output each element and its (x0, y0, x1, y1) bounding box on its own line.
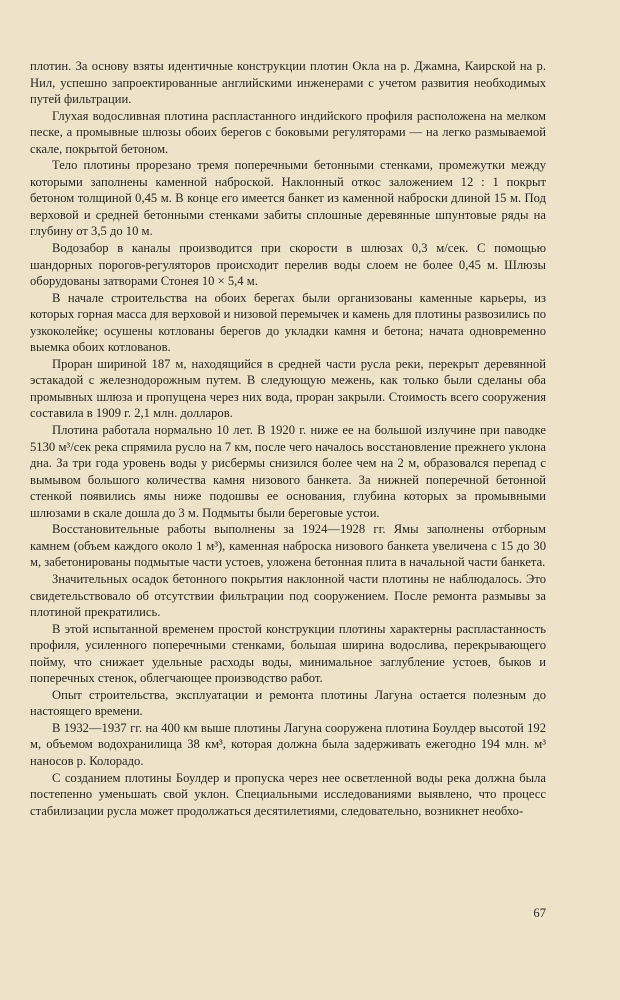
paragraph-10: В этой испытанной временем простой конструкции плотины характерны распластанность профиля, усиленного поперечными стенками, большая ширина водослива, перекрывающего пойму, что снижает удельные расходы воды, минимальное заглубление устоев, быков и поперечных стенок, облегчающее производство работ. (30, 621, 546, 686)
paragraph-3: Тело плотины прорезано тремя поперечными бетонными стенками, промежутки между которыми заполнены каменной наброской. Наклонный откос заложением 12 : 1 покрыт бетоном толщиной 0,45 м. В конце его имеется банкет из каменной наброски длиной 15 м. Под верховой и средней бетонными стенками забиты сплошные деревянные шпунтовые ряды на глубину от 3,5 до 10 м. (30, 158, 546, 239)
paragraph-4: Водозабор в каналы производится при скорости в шлюзах 0,3 м/сек. С помощью шандорных порогов-регуляторов происходит перелив воды слоем не более 0,45 м. Шлюзы оборудованы затворами Стонея 10 × 5,4 м. (30, 241, 546, 289)
page-number: 67 (533, 906, 546, 920)
paragraph-5: В начале строительства на обоих берегах были организованы каменные карьеры, из которых горная масса для верховой и низовой перемычек и камень для плотины развозились по узкоколейке; осушены котлованы берегов до укладки камня и бетона; начата одновременно выемка обоих котлованов. (30, 290, 546, 355)
paragraph-11: Опыт строительства, эксплуатации и ремонта плотины Лагуна остается полезным до настоящего времени. (30, 687, 546, 719)
paragraph-13: С созданием плотины Боулдер и пропуска через нее осветленной воды река должна была постепенно уменьшать свой уклон. Специальными исследованиями выявлено, что процесс стабилизации русла может продолжаться десятилетиями, следовательно, возникнет необхо- (30, 770, 546, 818)
paragraph-7: Плотина работала нормально 10 лет. В 1920 г. ниже ее на большой излучине при паводке 5130 м³/сек река спрямила русло на 7 км, после чего началось восстановление прежнего уклона дна. За три года уровень воды у рисбермы снизился более чем на 2 м, образовался перепад с вымывом большого количества камня низового банкета. За нижней поперечной бетонной стенкой появились ямы ниже подошвы ее основания, глубина которых за промывными шлюзами в скале дошла до 3 м. Подмыты были береговые устои. (30, 423, 546, 520)
paragraph-1: плотин. За основу взяты идентичные конструкции плотин Окла на р. Джамна, Каирской на р. Нил, успешно запроектированные английскими инженерами с учетом развития необходимых путей фильтрации. (30, 59, 546, 107)
paragraph-2: Глухая водосливная плотина распластанного индийского профиля расположена на мелком песке, а промывные шлюзы обоих берегов с боковыми регуляторами — на легко размываемой скале, покрытой бетоном. (30, 108, 546, 156)
paragraph-12: В 1932—1937 гг. на 400 км выше плотины Лагуна сооружена плотина Боулдер высотой 192 м, объемом водохранилища 38 км³, которая должна была задерживать ежегодно 194 млн. м³ наносов р. Колорадо. (30, 720, 546, 768)
paragraph-8: Восстановительные работы выполнены за 1924—1928 гг. Ямы заполнены отборным камнем (объем каждого около 1 м³), каменная наброска низового банкета увеличена с 15 до 30 м, забетонированы подмытые части устоев, уложена бетонная плита в начальной части банкета. (30, 522, 546, 570)
paragraph-6: Проран шириной 187 м, находящийся в средней части русла реки, перекрыт деревянной эстакадой с железнодорожным путем. В следующую межень, как только были сделаны оба промывных шлюза и пропущена через них вода, проран закрыли. Стоимость всего сооружения составила в 1909 г. 2,1 млн. долларов. (30, 356, 546, 421)
paragraph-9: Значительных осадок бетонного покрытия наклонной части плотины не наблюдалось. Это свидетельствовало об отсутствии фильтрации под сооружением. После ремонта размывы за плотиной прекратились. (30, 571, 546, 620)
page-text (30, 58, 546, 819)
